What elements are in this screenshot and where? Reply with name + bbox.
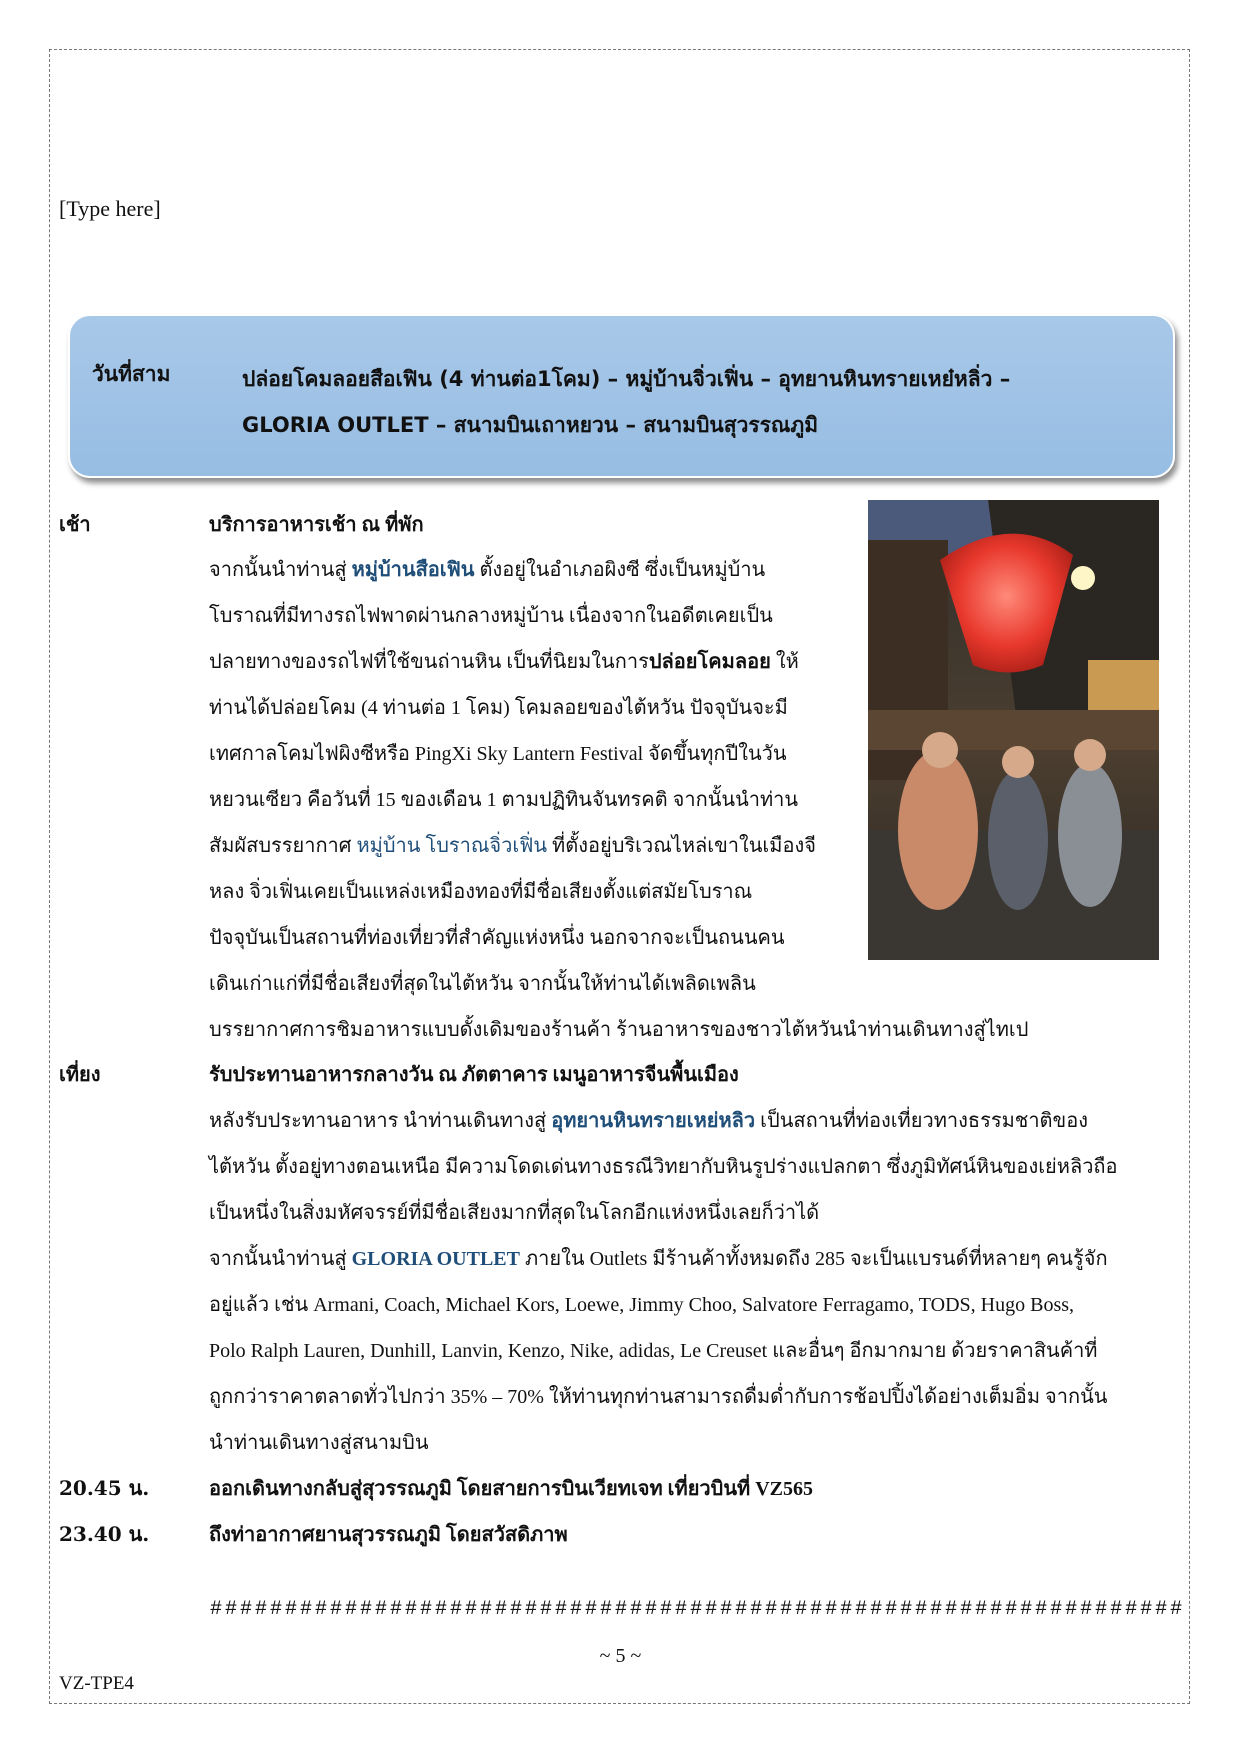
page-number: ~ 5 ~	[599, 1645, 642, 1667]
morning-line: ท่านได้ปล่อยโคม (4 ท่านต่อ 1 โคม) โคมลอยของไต้หวัน ปัจจุบันจะมี	[209, 697, 788, 719]
sky-lantern-photo	[868, 500, 1159, 960]
arrive-text: ถึงท่าอากาศยานสุวรรณภูมิ โดยสวัสดิภาพ	[209, 1524, 568, 1546]
noon-time: เที่ยง	[59, 1062, 101, 1086]
sky-lantern-illustration	[868, 500, 1159, 960]
link-gloria-outlet: GLORIA OUTLET	[351, 1248, 520, 1270]
morning-line: จากนั้นนำท่านสู่ หมู่บ้านสือเฟิน ตั้งอยู่ในอำเภอผิงซี ซึ่งเป็นหมู่บ้าน	[209, 559, 766, 581]
morning-line: เทศกาลโคมไฟผิงซีหรือ PingXi Sky Lantern Festival จัดขึ้นทุกปีในวัน	[209, 743, 787, 765]
header-placeholder: [Type here]	[59, 196, 161, 221]
arrive-time: 23.40 น.	[59, 1522, 150, 1546]
link-jiufen-village: หมู่บ้าน โบราณจิ่วเฟิ่น	[356, 835, 548, 857]
noon-line: เป็นหนึ่งในสิ่งมหัศจรรย์ที่มีชื่อเสียงมากที่สุดในโลกอีกแห่งหนึ่งเลยก็ว่าได้	[209, 1202, 820, 1224]
link-shifen-village: หมู่บ้านสือเฟิน	[351, 559, 475, 581]
noon-line: ไต้หวัน ตั้งอยู่ทางตอนเหนือ มีความโดดเด่นทางธรณีวิทยากับหินรูปร่างแปลกตา ซึ่งภูมิทัศน์หินของเย่หลิวถือ	[209, 1156, 1118, 1178]
noon-line: อยู่แล้ว เช่น Armani, Coach, Michael Kors, Loewe, Jimmy Choo, Salvatore Ferragamo, TODS, Hugo Boss,	[209, 1294, 1075, 1316]
day-title-line-1: ปล่อยโคมลอยสือเฟิน (4 ท่านต่อ1โคม) – หมู่บ้านจิ่วเฟิ่น – อุทยานหินทรายเหย๋หลิ่ว –	[242, 367, 1011, 391]
link-yehliu-geopark: อุทยานหินทรายเหย่หลิว	[551, 1110, 756, 1132]
depart-text: ออกเดินทางกลับสู่สุวรรณภูมิ โดยสายการบินเวียทเจท เที่ยวบินที่ VZ565	[209, 1478, 813, 1500]
tour-code: VZ-TPE4	[59, 1673, 134, 1694]
depart-time: 20.45 น.	[59, 1476, 150, 1500]
noon-line: ถูกกว่าราคาตลาดทั่วไปกว่า 35% – 70% ให้ท่านทุกท่านสามารถดื่มด่ำกับการช้อปปิ้งได้อย่างเต็มอิ่ม จากนั้น	[209, 1386, 1108, 1408]
morning-time: เช้า	[59, 512, 91, 536]
morning-line: ปลายทางของรถไฟที่ใช้ขนถ่านหิน เป็นที่นิยมในการปล่อยโคมลอย ให้	[209, 651, 799, 673]
morning-line: หลง จิ่วเฟิ่นเคยเป็นแหล่งเหมืองทองที่มีชื่อเสียงตั้งแต่สมัยโบราณ	[209, 881, 753, 903]
morning-heading: บริการอาหารเช้า ณ ที่พัก	[209, 514, 424, 536]
noon-line: นำท่านเดินทางสู่สนามบิน	[209, 1432, 429, 1454]
morning-line: โบราณที่มีทางรถไฟพาดผ่านกลางหมู่บ้าน เนื่องจากในอดีตเคยเป็น	[209, 605, 773, 627]
separator: #################################################################	[210, 1598, 1186, 1621]
morning-line: สัมผัสบรรยากาศ หมู่บ้าน โบราณจิ่วเฟิ่น ที่ตั้งอยู่บริเวณไหล่เขาในเมืองจี	[209, 835, 816, 857]
day-banner	[68, 314, 1175, 478]
day-label: วันที่สาม	[92, 362, 171, 386]
noon-line: Polo Ralph Lauren, Dunhill, Lanvin, Kenzo, Nike, adidas, Le Creuset และอื่นๆ อีกมากมาย ด้วยราคาสินค้าที่	[209, 1340, 1098, 1362]
morning-line: เดินเก่าแก่ที่มีชื่อเสียงที่สุดในไต้หวัน จากนั้นให้ท่านได้เพลิดเพลิน	[209, 973, 756, 995]
day-title	[242, 356, 1142, 448]
noon-line: จากนั้นนำท่านสู่ GLORIA OUTLET ภายใน Outlets มีร้านค้าทั้งหมดถึง 285 จะเป็นแบรนด์ที่หลายๆ คนรู้จัก	[209, 1248, 1108, 1270]
noon-line: หลังรับประทานอาหาร นำท่านเดินทางสู่ อุทยานหินทรายเหย่หลิว เป็นสถานที่ท่องเที่ยวทางธรรมชาติของ	[209, 1110, 1088, 1132]
morning-line: หยวนเซียว คือวันที่ 15 ของเดือน 1 ตามปฏิทินจันทรคติ จากนั้นนำท่าน	[209, 789, 799, 811]
noon-heading: รับประทานอาหารกลางวัน ณ ภัตตาคาร เมนูอาหารจีนพื้นเมือง	[209, 1064, 739, 1086]
day-title-line-2: GLORIA OUTLET – สนามบินเถาหยวน – สนามบินสุวรรณภูมิ	[242, 413, 819, 437]
morning-line: บรรยากาศการชิมอาหารแบบดั้งเดิมของร้านค้า ร้านอาหารของชาวไต้หวันนำท่านเดินทางสู่ไทเป	[209, 1019, 1029, 1041]
morning-line: ปัจจุบันเป็นสถานที่ท่องเที่ยวที่สำคัญแห่งหนึ่ง นอกจากจะเป็นถนนคน	[209, 927, 785, 949]
